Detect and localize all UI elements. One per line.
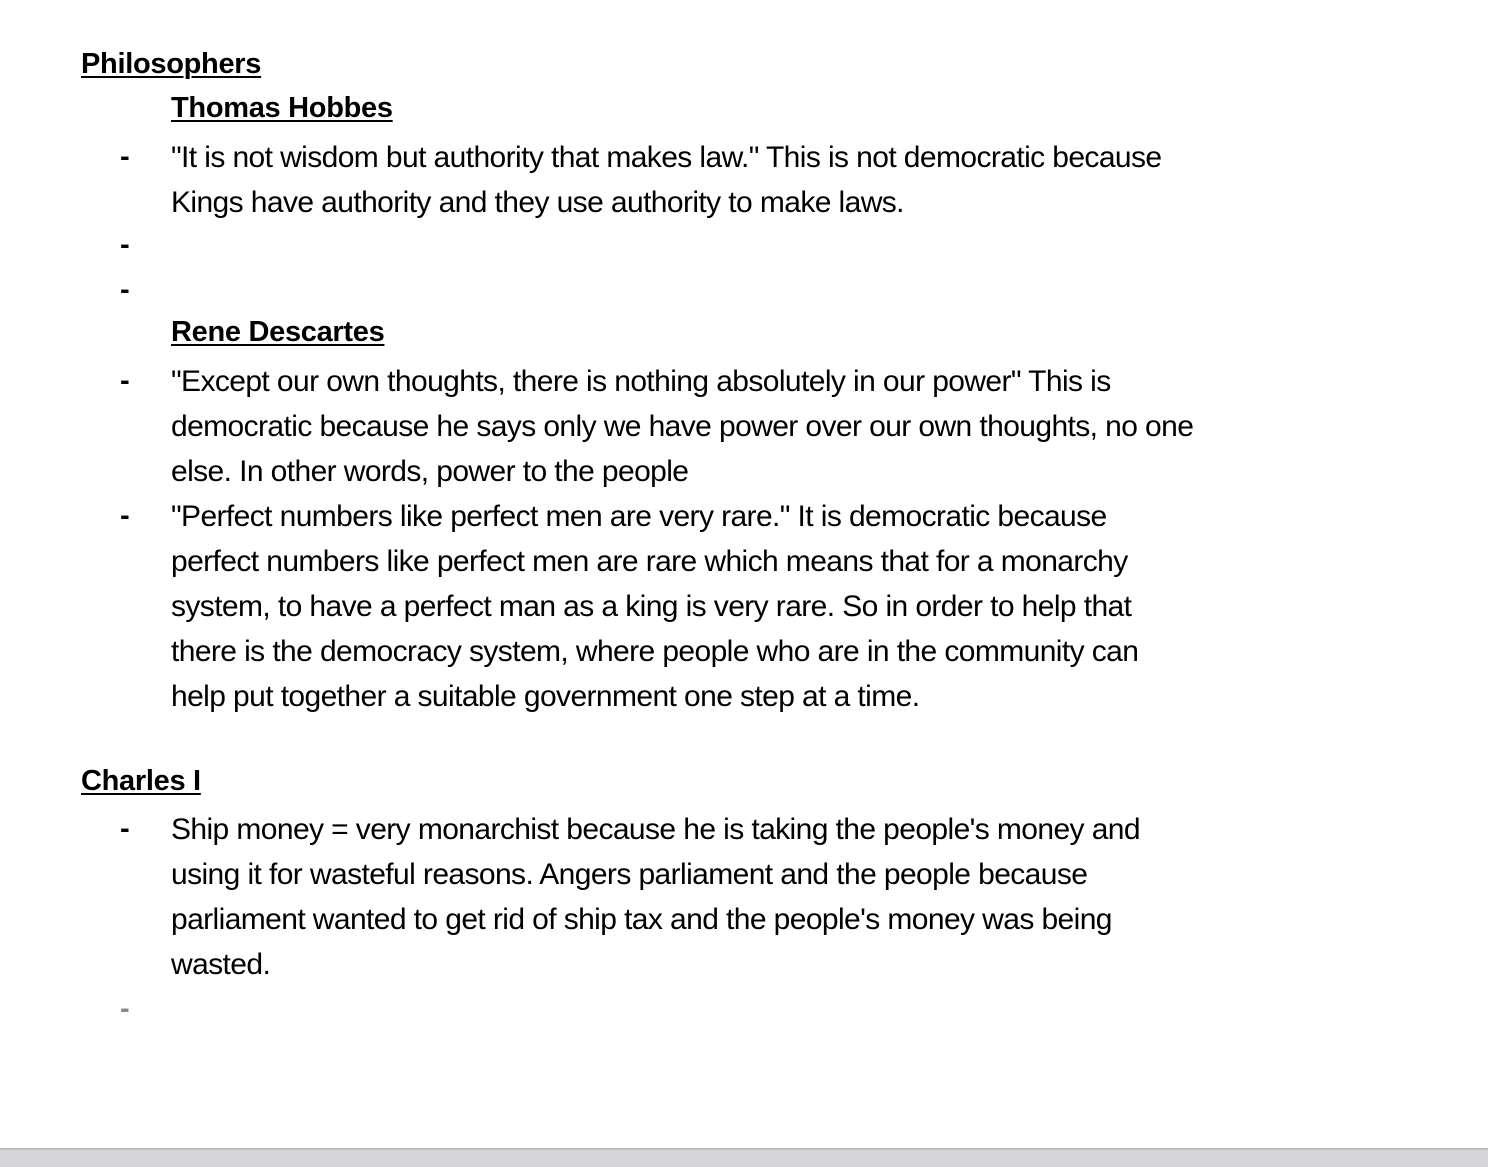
text-line: "Perfect numbers like perfect men are very rare." It is democratic because <box>171 500 1107 533</box>
text-line: using it for wasteful reasons. Angers parliament and the people because <box>171 858 1088 891</box>
section-heading-philosophers: Philosophers <box>81 48 262 80</box>
text-line: "Except our own thoughts, there is nothing absolutely in our power" This is <box>171 365 1111 398</box>
text-line: democratic because he says only we have power over our own thoughts, no one <box>171 410 1194 443</box>
text-line: perfect numbers like perfect men are rare which means that for a monarchy <box>171 545 1128 578</box>
bullet-dash: - <box>120 500 130 532</box>
hobbes-quote-bullet <box>171 135 1391 225</box>
empty-bullet-dash: - <box>120 229 130 261</box>
text-line: system, to have a perfect man as a king is very rare. So in order to help that <box>171 590 1132 623</box>
text-line: help put together a suitable government one step at a time. <box>171 680 920 713</box>
text-line: there is the democracy system, where people who are in the community can <box>171 635 1139 668</box>
text-line: else. In other words, power to the people <box>171 455 689 488</box>
window-bottom-bar <box>0 1148 1488 1167</box>
descartes-quote-bullet-2 <box>171 494 1391 719</box>
text-line: wasted. <box>171 948 271 981</box>
text-line: Ship money = very monarchist because he is taking the people's money and <box>171 813 1140 846</box>
text-line: Kings have authority and they use authority to make laws. <box>171 186 904 219</box>
subheading-rene-descartes: Rene Descartes <box>171 316 385 348</box>
descartes-quote-bullet-1 <box>171 359 1391 494</box>
section-heading-charles-i: Charles I <box>81 765 201 797</box>
bullet-dash: - <box>120 813 130 845</box>
subheading-thomas-hobbes: Thomas Hobbes <box>171 92 393 124</box>
empty-bullet-dash: - <box>120 274 130 306</box>
bullet-dash: - <box>120 365 130 397</box>
text-line: "It is not wisdom but authority that makes law." This is not democratic because <box>171 141 1162 174</box>
empty-bullet-dash: - <box>120 993 130 1025</box>
charles-ship-money-bullet <box>171 807 1391 987</box>
text-line: parliament wanted to get rid of ship tax and the people's money was being <box>171 903 1112 936</box>
bullet-dash: - <box>120 141 130 173</box>
